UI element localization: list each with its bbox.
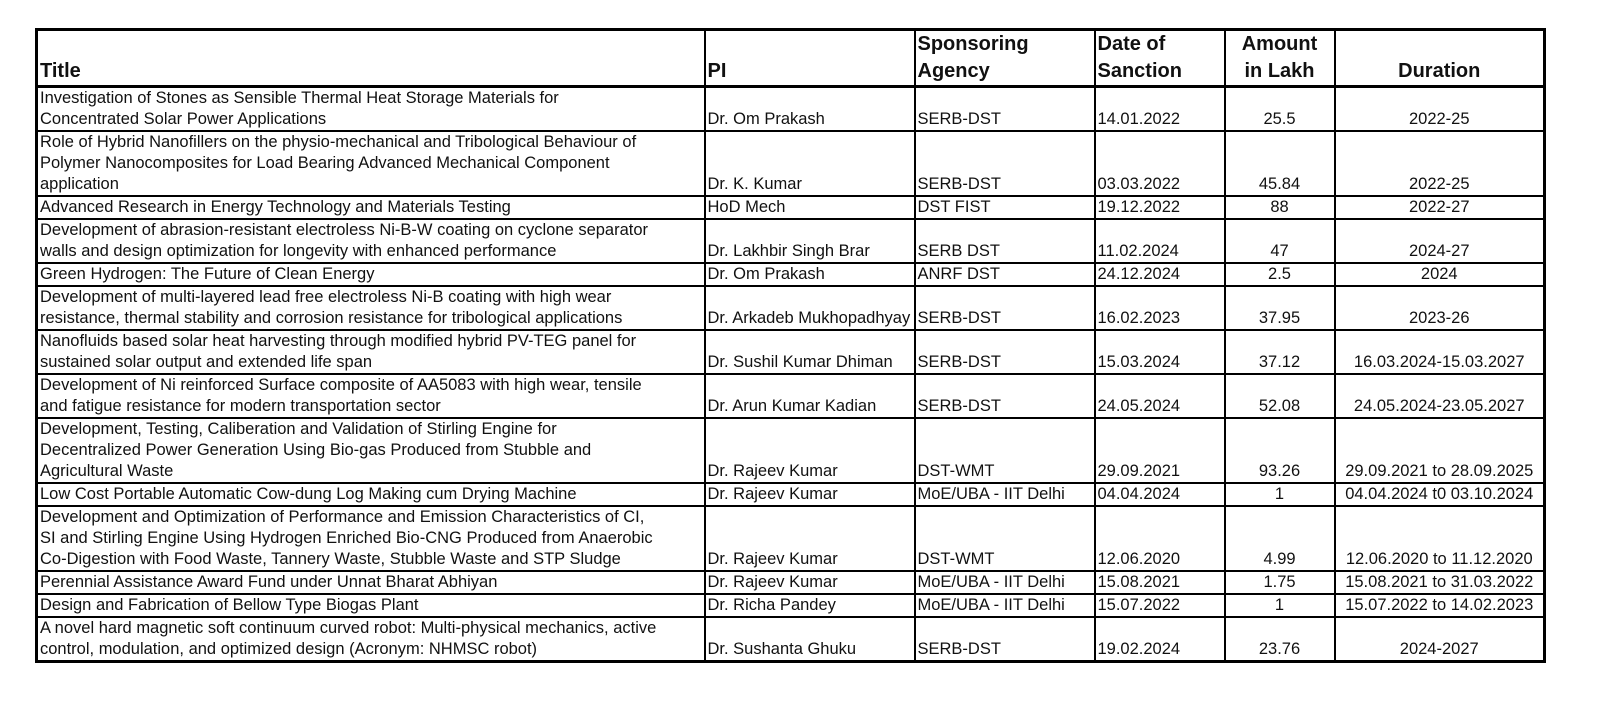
projects-table xyxy=(35,28,1546,663)
table-row xyxy=(37,617,1545,662)
cell-duration: 2023-26 xyxy=(1335,286,1545,330)
cell-title xyxy=(37,219,705,263)
title-line: Co-Digestion with Food Waste, Tannery Waste, Stubble Waste and STP Sludge xyxy=(40,550,621,568)
cell-amount: 45.84 xyxy=(1225,131,1335,196)
header-agency xyxy=(915,30,1095,87)
cell-date: 15.08.2021 xyxy=(1095,571,1225,594)
title-line: sustained solar output and extended life span xyxy=(40,353,373,371)
cell-title xyxy=(37,617,705,662)
cell-date: 16.02.2023 xyxy=(1095,286,1225,330)
cell-agency: MoE/UBA - IIT Delhi xyxy=(915,594,1095,617)
header-amount-line-2: in Lakh xyxy=(1244,60,1315,82)
cell-duration: 2022-25 xyxy=(1335,131,1545,196)
cell-pi: Dr. Om Prakash xyxy=(705,87,915,132)
header-agency-line-1: Sponsoring xyxy=(917,33,1029,55)
title-line: Investigation of Stones as Sensible Thermal Heat Storage Materials for xyxy=(40,89,559,107)
cell-amount: 37.12 xyxy=(1225,330,1335,374)
cell-duration: 2024-2027 xyxy=(1335,617,1545,662)
cell-agency: SERB-DST xyxy=(915,330,1095,374)
cell-duration: 2022-27 xyxy=(1335,196,1545,219)
title-line: Advanced Research in Energy Technology and Materials Testing xyxy=(40,198,511,216)
cell-date: 19.12.2022 xyxy=(1095,196,1225,219)
cell-amount: 1 xyxy=(1225,483,1335,506)
cell-pi: Dr. Rajeev Kumar xyxy=(705,418,915,483)
cell-duration: 16.03.2024-15.03.2027 xyxy=(1335,330,1545,374)
cell-date: 29.09.2021 xyxy=(1095,418,1225,483)
title-line: Perennial Assistance Award Fund under Unnat Bharat Abhiyan xyxy=(40,573,498,591)
cell-agency: DST-WMT xyxy=(915,418,1095,483)
cell-date: 15.07.2022 xyxy=(1095,594,1225,617)
cell-duration: 29.09.2021 to 28.09.2025 xyxy=(1335,418,1545,483)
cell-pi: Dr. Arkadeb Mukhopadhyay xyxy=(705,286,915,330)
cell-date: 04.04.2024 xyxy=(1095,483,1225,506)
cell-duration: 24.05.2024-23.05.2027 xyxy=(1335,374,1545,418)
header-agency-line-2: Agency xyxy=(917,60,990,82)
table-row xyxy=(37,131,1545,196)
cell-title xyxy=(37,263,705,286)
header-date-line-2: Sanction xyxy=(1097,60,1182,82)
cell-agency: SERB-DST xyxy=(915,617,1095,662)
cell-title xyxy=(37,594,705,617)
cell-agency: DST FIST xyxy=(915,196,1095,219)
cell-date: 12.06.2020 xyxy=(1095,506,1225,571)
table-row xyxy=(37,506,1545,571)
cell-duration: 2022-25 xyxy=(1335,87,1545,132)
title-line: Green Hydrogen: The Future of Clean Energy xyxy=(40,265,375,283)
title-line: Development of multi-layered lead free electroless Ni-B coating with high wear xyxy=(40,288,612,306)
title-line: resistance, thermal stability and corrosion resistance for tribological applications xyxy=(40,309,623,327)
cell-title xyxy=(37,374,705,418)
table-row xyxy=(37,374,1545,418)
table-row xyxy=(37,263,1545,286)
cell-title xyxy=(37,286,705,330)
cell-pi: Dr. K. Kumar xyxy=(705,131,915,196)
header-pi: PI xyxy=(705,30,915,87)
header-duration: Duration xyxy=(1335,30,1545,87)
cell-duration: 15.08.2021 to 31.03.2022 xyxy=(1335,571,1545,594)
cell-pi: Dr. Lakhbir Singh Brar xyxy=(705,219,915,263)
title-line: control, modulation, and optimized design (Acronym: NHMSC robot) xyxy=(40,640,538,658)
title-line: Low Cost Portable Automatic Cow-dung Log Making cum Drying Machine xyxy=(40,485,577,503)
cell-pi: Dr. Om Prakash xyxy=(705,263,915,286)
cell-pi: Dr. Arun Kumar Kadian xyxy=(705,374,915,418)
title-line: Role of Hybrid Nanofillers on the physio-mechanical and Tribological Behaviour of xyxy=(40,133,637,151)
title-line: Development of Ni reinforced Surface composite of AA5083 with high wear, tensile xyxy=(40,376,642,394)
cell-date: 03.03.2022 xyxy=(1095,131,1225,196)
table-row xyxy=(37,286,1545,330)
cell-pi: Dr. Richa Pandey xyxy=(705,594,915,617)
cell-duration: 12.06.2020 to 11.12.2020 xyxy=(1335,506,1545,571)
cell-date: 14.01.2022 xyxy=(1095,87,1225,132)
title-line: Decentralized Power Generation Using Bio-gas Produced from Stubble and xyxy=(40,441,592,459)
title-line: Development of abrasion-resistant electroless Ni-B-W coating on cyclone separator xyxy=(40,221,649,239)
header-date-line-1: Date of xyxy=(1097,33,1166,55)
title-line: walls and design optimization for longevity with enhanced performance xyxy=(40,242,557,260)
cell-date: 24.12.2024 xyxy=(1095,263,1225,286)
cell-title xyxy=(37,418,705,483)
header-amount-line-1: Amount xyxy=(1241,33,1318,55)
cell-pi: Dr. Sushanta Ghuku xyxy=(705,617,915,662)
cell-pi: Dr. Rajeev Kumar xyxy=(705,483,915,506)
cell-amount: 93.26 xyxy=(1225,418,1335,483)
cell-date: 19.02.2024 xyxy=(1095,617,1225,662)
table-row xyxy=(37,571,1545,594)
cell-agency: SERB DST xyxy=(915,219,1095,263)
cell-title xyxy=(37,483,705,506)
title-line: Nanofluids based solar heat harvesting through modified hybrid PV-TEG panel for xyxy=(40,332,637,350)
cell-title xyxy=(37,131,705,196)
table-row xyxy=(37,196,1545,219)
title-line: Polymer Nanocomposites for Load Bearing Advanced Mechanical Component xyxy=(40,154,610,172)
table-row xyxy=(37,330,1545,374)
title-line: SI and Stirling Engine Using Hydrogen Enriched Bio-CNG Produced from Anaerobic xyxy=(40,529,653,547)
title-line: application xyxy=(40,175,119,193)
cell-pi: HoD Mech xyxy=(705,196,915,219)
cell-duration: 15.07.2022 to 14.02.2023 xyxy=(1335,594,1545,617)
cell-pi: Dr. Rajeev Kumar xyxy=(705,506,915,571)
cell-amount: 2.5 xyxy=(1225,263,1335,286)
cell-duration: 2024-27 xyxy=(1335,219,1545,263)
title-line: A novel hard magnetic soft continuum curved robot: Multi-physical mechanics, active xyxy=(40,619,657,637)
cell-agency: SERB-DST xyxy=(915,87,1095,132)
cell-amount: 23.76 xyxy=(1225,617,1335,662)
cell-amount: 52.08 xyxy=(1225,374,1335,418)
cell-amount: 1.75 xyxy=(1225,571,1335,594)
cell-amount: 88 xyxy=(1225,196,1335,219)
title-line: Development, Testing, Caliberation and Validation of Stirling Engine for xyxy=(40,420,557,438)
title-line: Design and Fabrication of Bellow Type Biogas Plant xyxy=(40,596,419,614)
cell-date: 11.02.2024 xyxy=(1095,219,1225,263)
cell-amount: 25.5 xyxy=(1225,87,1335,132)
cell-agency: SERB-DST xyxy=(915,131,1095,196)
title-line: and fatigue resistance for modern transportation sector xyxy=(40,397,441,415)
cell-title xyxy=(37,330,705,374)
title-line: Concentrated Solar Power Applications xyxy=(40,110,327,128)
cell-date: 24.05.2024 xyxy=(1095,374,1225,418)
header-amount xyxy=(1225,30,1335,87)
cell-pi: Dr. Sushil Kumar Dhiman xyxy=(705,330,915,374)
table-row xyxy=(37,219,1545,263)
cell-agency: SERB-DST xyxy=(915,374,1095,418)
cell-amount: 37.95 xyxy=(1225,286,1335,330)
cell-title xyxy=(37,87,705,132)
table-body xyxy=(37,87,1545,662)
header-date xyxy=(1095,30,1225,87)
cell-duration: 2024 xyxy=(1335,263,1545,286)
cell-duration: 04.04.2024 t0 03.10.2024 xyxy=(1335,483,1545,506)
cell-agency: SERB-DST xyxy=(915,286,1095,330)
header-title: Title xyxy=(37,30,705,87)
cell-title xyxy=(37,196,705,219)
title-line: Development and Optimization of Performance and Emission Characteristics of CI, xyxy=(40,508,645,526)
cell-agency: ANRF DST xyxy=(915,263,1095,286)
cell-agency: DST-WMT xyxy=(915,506,1095,571)
table-row xyxy=(37,418,1545,483)
cell-agency: MoE/UBA - IIT Delhi xyxy=(915,571,1095,594)
cell-title xyxy=(37,506,705,571)
table-row xyxy=(37,594,1545,617)
table-row xyxy=(37,483,1545,506)
cell-pi: Dr. Rajeev Kumar xyxy=(705,571,915,594)
cell-agency: MoE/UBA - IIT Delhi xyxy=(915,483,1095,506)
title-line: Agricultural Waste xyxy=(40,462,174,480)
table-row xyxy=(37,87,1545,132)
cell-amount: 4.99 xyxy=(1225,506,1335,571)
cell-amount: 47 xyxy=(1225,219,1335,263)
cell-amount: 1 xyxy=(1225,594,1335,617)
cell-date: 15.03.2024 xyxy=(1095,330,1225,374)
cell-title xyxy=(37,571,705,594)
header-row xyxy=(37,30,1545,87)
